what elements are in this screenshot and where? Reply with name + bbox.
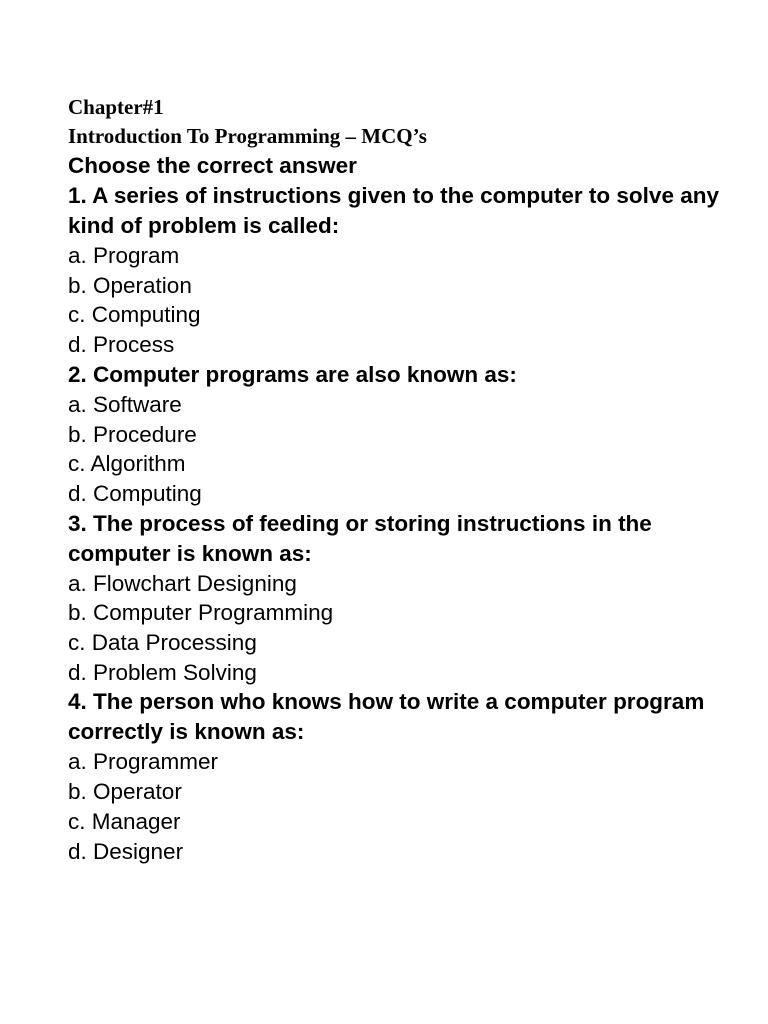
option-a: a. Software	[68, 391, 182, 417]
question-text: 1. A series of instructions given to the computer to solve any kind of problem is called:	[68, 183, 719, 238]
question-3	[68, 509, 748, 688]
question-text: 4. The person who knows how to write a computer program correctly is known as:	[68, 689, 705, 745]
option-d: d. Computing	[68, 480, 202, 506]
option-b: b. Computer Programming	[68, 600, 334, 626]
option-b: b. Operator	[68, 779, 182, 805]
question-1	[68, 181, 748, 360]
option-a: a. Programmer	[68, 749, 219, 775]
document-page	[68, 93, 748, 866]
option-a: a. Flowchart Designing	[68, 570, 297, 596]
instruction-heading: Choose the correct answer	[68, 153, 357, 178]
chapter-subtitle: Introduction To Programming – MCQ’s	[68, 124, 427, 148]
question-text: 3. The process of feeding or storing instructions in the computer is known as:	[68, 510, 652, 566]
option-c: c. Manager	[68, 808, 181, 834]
question-2	[68, 360, 748, 509]
option-c: c. Computing	[68, 302, 201, 328]
question-text: 2. Computer programs are also known as:	[68, 361, 517, 387]
chapter-title: Chapter#1	[68, 95, 164, 119]
option-d: d. Process	[68, 332, 175, 358]
option-c: c. Data Processing	[68, 630, 257, 656]
option-b: b. Operation	[68, 272, 192, 298]
option-d: d. Problem Solving	[68, 659, 257, 685]
option-a: a. Program	[68, 243, 180, 268]
question-4	[68, 687, 748, 866]
option-d: d. Designer	[68, 838, 184, 864]
option-b: b. Procedure	[68, 421, 197, 447]
option-c: c. Algorithm	[68, 451, 186, 477]
